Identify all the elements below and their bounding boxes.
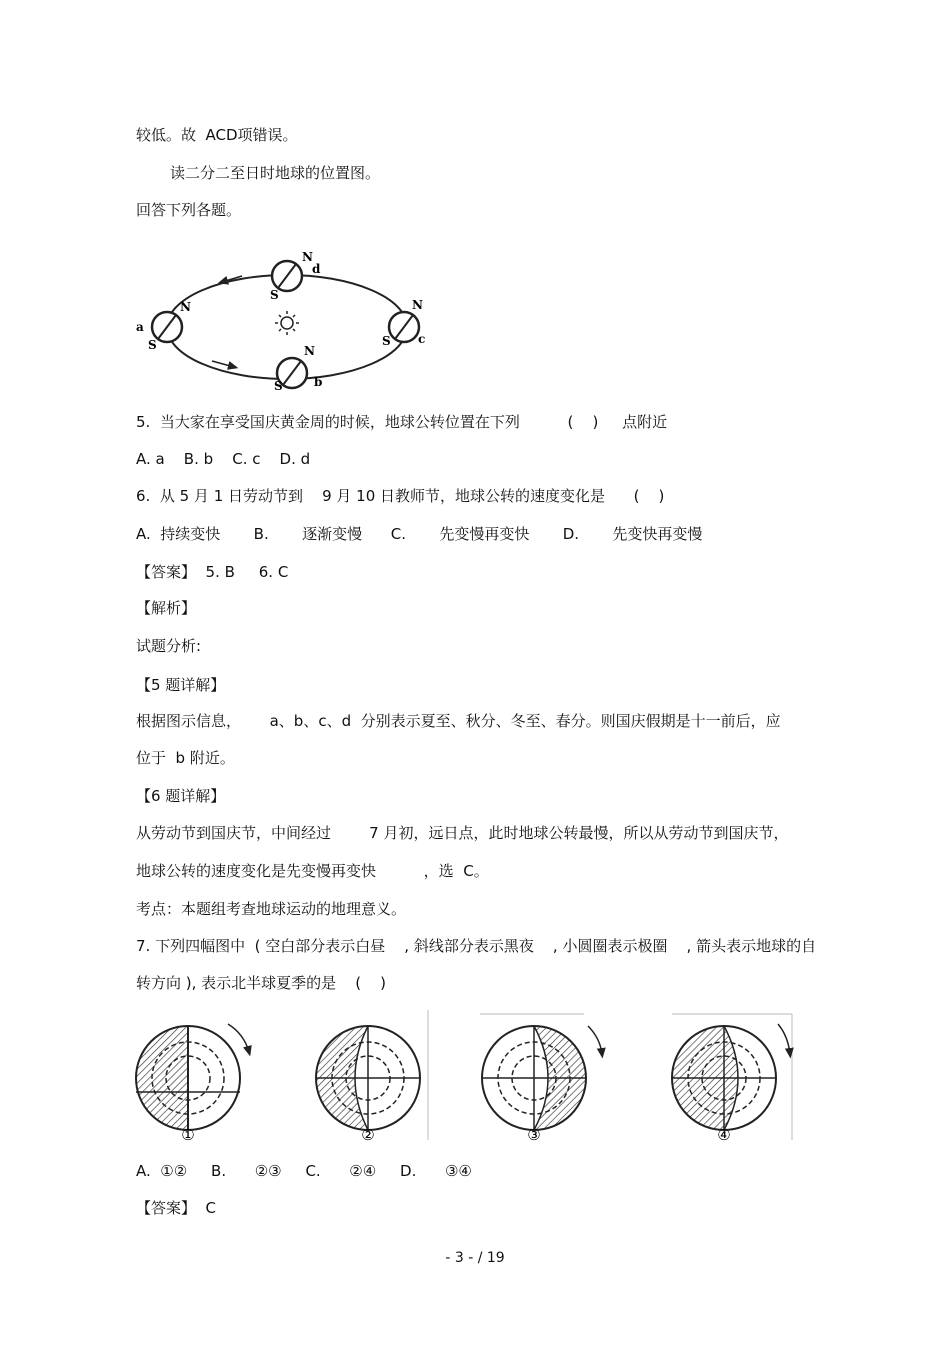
svg-text:②: ② [361,1126,375,1144]
page-number: - 3 - / 19 [445,1250,505,1266]
orbit-diagram [132,245,442,395]
earth-position-c [382,298,425,348]
circle-diagram-4 [672,1014,792,1144]
analysis-heading: 【解析】 [136,599,197,617]
question-6-options: A. 持续变快 B. 逐渐变慢 C. 先变慢再变快 D. 先变快再变慢 [136,525,703,543]
text-line: 考点：本题组考查地球运动的地理意义。 [136,900,407,918]
question-5: 5. 当大家在享受国庆黄金周的时候，地球公转位置在下列 ( ) 点附近 [136,413,668,431]
question-6: 6. 从 5 月 1 日劳动节到 9 月 10 日教师节，地球公转的速度变化是 ( ) [136,487,665,505]
detail-5-heading: 【5 题详解】 [136,676,226,694]
svg-text:S: S [270,288,279,302]
question-7: 7. 下列四幅图中 ( 空白部分表示白昼 , 斜线部分表示黑夜 , 小圆圈表示极圈 , 箭头表示地球的自 [136,937,817,955]
circle-diagram-2 [316,1010,428,1144]
svg-text:N: N [304,344,315,358]
question-7-cont: 转方向 ), 表示北半球夏季的是 ( ) [136,974,387,992]
answer-7: 【答案】 C [136,1199,217,1217]
text-line: 试题分析: [136,637,202,655]
question-5-options: A. a B. b C. c D. d [136,450,311,468]
svg-text:S: S [274,379,283,393]
text-line: 从劳动节到国庆节，中间经过 7 月初，远日点，此时地球公转最慢，所以从劳动节到国庆节， [136,824,789,842]
text-line: 回答下列各题。 [136,201,242,219]
sun-icon [275,311,299,335]
question-7-options: A. ①② B. ②③ C. ②④ D. ③④ [136,1162,472,1180]
answer-5-6: 【答案】 5. B 6. C [136,563,289,581]
text-line: 较低。故 ACD项错误。 [136,126,298,144]
svg-text:S: S [148,338,157,352]
svg-text:③: ③ [527,1126,541,1144]
svg-text:N: N [180,300,191,314]
svg-text:N: N [302,250,313,264]
svg-text:④: ④ [717,1126,731,1144]
svg-text:d: d [312,262,321,276]
svg-text:①: ① [181,1126,195,1144]
text-line: 地球公转的速度变化是先变慢再变快 ，选 C。 [136,862,489,880]
detail-6-heading: 【6 题详解】 [136,787,226,805]
svg-text:b: b [314,375,323,389]
svg-text:S: S [382,334,391,348]
season-circles-diagram [132,1010,802,1145]
svg-text:c: c [418,332,426,346]
text-line: 根据图示信息， a、b、c、d 分别表示夏至、秋分、冬至、春分。则国庆假期是十一前后，应 [136,712,781,730]
earth-position-b [274,344,322,393]
circle-diagram-1 [136,1024,249,1144]
circle-diagram-3 [480,1014,602,1144]
svg-text:N: N [412,298,423,312]
svg-text:a: a [136,320,144,334]
text-line: 读二分二至日时地球的位置图。 [170,164,381,182]
text-line: 位于 b 附近。 [136,749,235,767]
earth-position-a [136,300,191,352]
